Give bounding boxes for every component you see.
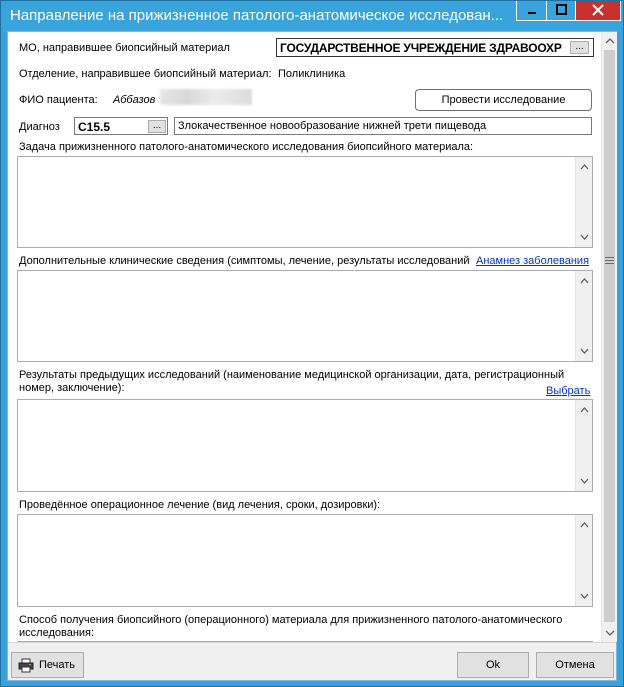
mo-field[interactable] bbox=[276, 38, 594, 57]
title-bar[interactable] bbox=[1, 1, 623, 31]
surgery-label: Проведённое операционное лечение (вид лечения, сроки, дозировки): bbox=[19, 499, 381, 511]
mo-browse-button[interactable]: ... bbox=[570, 41, 589, 54]
diagnosis-text: Злокачественное новообразование нижней трети пищевода bbox=[178, 120, 487, 132]
clinical-label: Дополнительные клинические сведения (симптомы, лечение, результаты исследований bbox=[19, 255, 470, 267]
scroll-thumb[interactable] bbox=[604, 50, 615, 622]
grip-icon bbox=[605, 257, 614, 264]
prev-results-label: Результаты предыдущих исследований (наименование медицинской организации, дата, регистрационный bbox=[19, 369, 565, 381]
dialog-client bbox=[7, 31, 617, 681]
scroll-down-icon[interactable] bbox=[602, 625, 618, 641]
form-scrollbar[interactable] bbox=[601, 32, 617, 642]
maximize-button[interactable] bbox=[546, 1, 575, 21]
method-label-cont: исследования: bbox=[19, 627, 95, 639]
task-scrollbar[interactable] bbox=[575, 157, 592, 247]
scroll-down-icon[interactable] bbox=[576, 472, 593, 489]
dialog-footer bbox=[8, 642, 616, 680]
minimize-icon bbox=[518, 1, 546, 20]
maximize-icon bbox=[548, 1, 575, 20]
scroll-up-icon[interactable] bbox=[576, 273, 593, 290]
prev-results-scrollbar[interactable] bbox=[575, 400, 592, 491]
clinical-scrollbar[interactable] bbox=[575, 271, 592, 361]
dept-value: Поликлиника bbox=[278, 68, 346, 80]
method-label: Способ получения биопсийного (операционного) материала для прижизненного патолого-анатомического bbox=[19, 614, 563, 626]
mo-label: МО, направившее биопсийный материал bbox=[19, 42, 230, 54]
print-button-label: Печать bbox=[39, 659, 76, 671]
window-title: Направление на прижизненное патолого-анатомическое исследован... bbox=[10, 7, 504, 24]
diagnosis-label: Диагноз bbox=[19, 121, 60, 133]
task-label: Задача прижизненного патолого-анатомического исследования биопсийного материала: bbox=[19, 141, 474, 153]
scroll-down-icon[interactable] bbox=[576, 587, 593, 604]
scroll-up-icon[interactable] bbox=[576, 517, 593, 534]
form-area bbox=[8, 32, 600, 642]
printer-icon bbox=[18, 658, 34, 673]
dept-label: Отделение, направившее биопсийный материал: bbox=[19, 68, 272, 80]
surgery-textarea[interactable] bbox=[17, 514, 593, 607]
scroll-down-icon[interactable] bbox=[576, 228, 593, 245]
prev-results-textarea[interactable] bbox=[17, 399, 593, 492]
print-button[interactable] bbox=[11, 652, 84, 678]
anamnesis-link[interactable]: Анамнез заболевания bbox=[476, 255, 590, 267]
minimize-button[interactable] bbox=[516, 1, 546, 21]
mo-value: ГОСУДАРСТВЕННОЕ УЧРЕЖДЕНИЕ ЗДРАВООХР bbox=[280, 41, 562, 55]
patient-value: Аббазов bbox=[113, 94, 156, 106]
diagnosis-text-field[interactable] bbox=[174, 117, 592, 135]
run-study-button[interactable]: Провести исследование bbox=[415, 89, 592, 111]
diagnosis-code: C15.5 bbox=[78, 120, 111, 134]
scroll-down-icon[interactable] bbox=[576, 342, 593, 359]
diagnosis-browse-button[interactable]: ... bbox=[148, 120, 166, 133]
prev-results-label-cont: номер, заключение): bbox=[19, 382, 125, 394]
clinical-textarea[interactable] bbox=[17, 270, 593, 362]
select-link[interactable]: Выбрать bbox=[546, 385, 591, 397]
scroll-up-icon[interactable] bbox=[576, 159, 593, 176]
redacted-area bbox=[160, 89, 252, 105]
close-button[interactable] bbox=[575, 1, 621, 21]
cancel-button[interactable]: Отмена bbox=[536, 652, 614, 678]
patient-label: ФИО пациента: bbox=[19, 94, 98, 106]
task-textarea[interactable] bbox=[17, 156, 593, 248]
surgery-scrollbar[interactable] bbox=[575, 515, 592, 606]
close-icon bbox=[576, 1, 620, 20]
ok-button[interactable]: Ok bbox=[457, 652, 529, 678]
scroll-up-icon[interactable] bbox=[576, 402, 593, 419]
scroll-up-icon[interactable] bbox=[602, 33, 618, 49]
